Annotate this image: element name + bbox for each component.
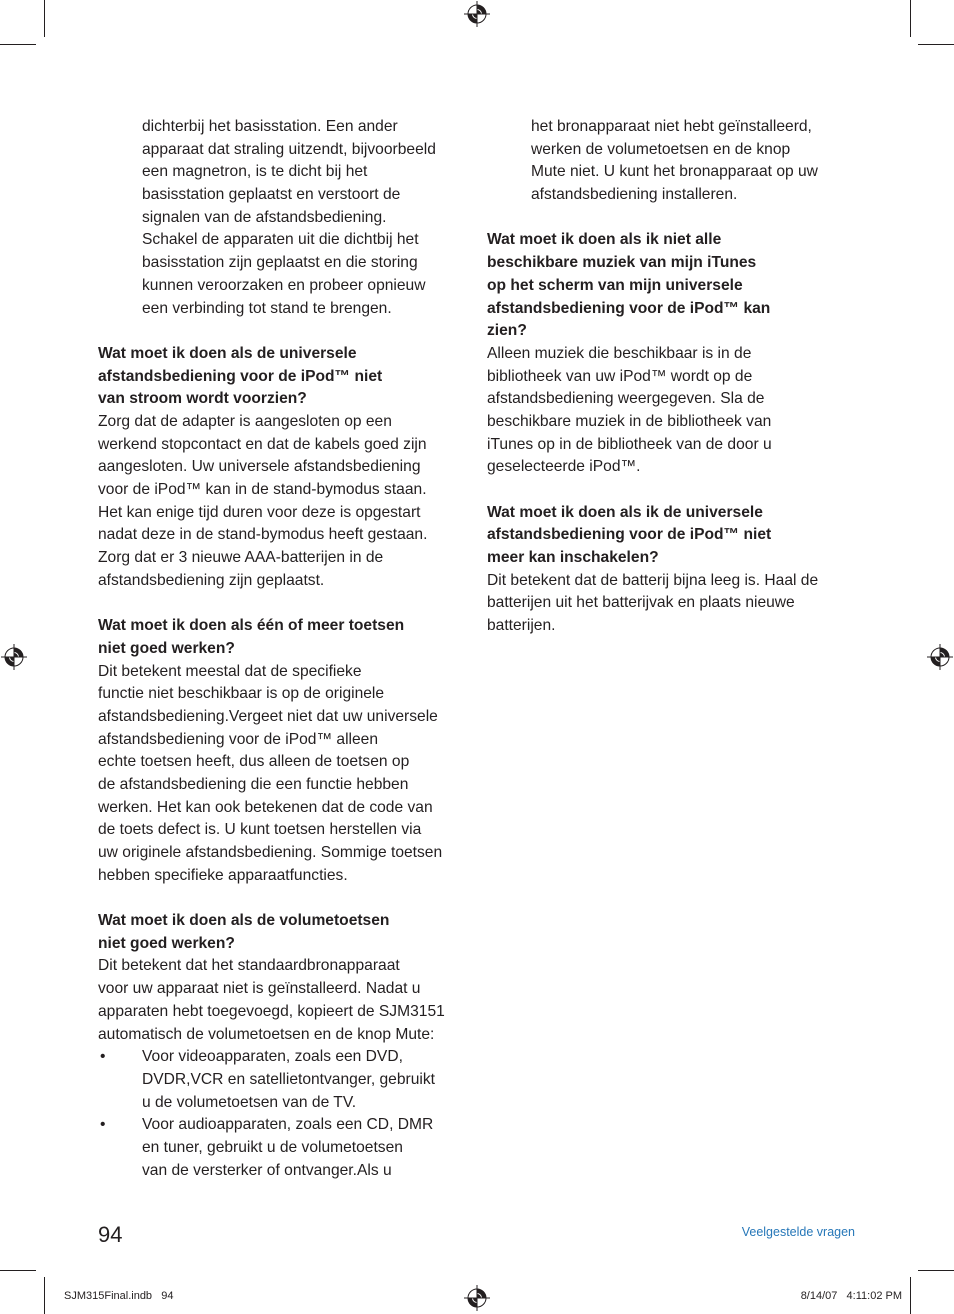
paragraph [98, 661, 468, 888]
text-line-content: afstandsbediening installeren. [531, 186, 738, 204]
slug-date: 8/14/07 4:11:02 PM [800, 1290, 902, 1302]
text-line-content: afstandsbediening voor de iPod™ niet [487, 526, 772, 544]
bullet-marker: • [100, 1116, 106, 1134]
text-line-content: apparaten hebt toegevoegd, kopieert de SJM3151 [98, 1002, 445, 1020]
text-line [98, 343, 468, 366]
text-line-content: iTunes op in de bibliotheek van de door u [487, 435, 772, 453]
text-line [98, 547, 468, 570]
text-line-content: Mute niet. U kunt het bronapparaat op uw [531, 163, 818, 181]
text-line [487, 434, 855, 457]
text-line-content: niet goed werken? [98, 934, 235, 952]
text-line-content: Zorg dat de adapter is aangesloten op een [98, 412, 392, 430]
text-line [487, 116, 855, 139]
text-line-content: kunnen veroorzaken en probeer opnieuw [142, 276, 426, 294]
text-line [487, 570, 855, 593]
text-line [98, 139, 468, 162]
paragraph [98, 411, 468, 593]
bullet-item [98, 1114, 468, 1182]
registration-target-icon [926, 643, 954, 671]
text-line [487, 343, 855, 366]
text-line-content: dichterbij het basisstation. Een ander [142, 118, 398, 135]
text-line-content: functie niet beschikbaar is op de originele [98, 685, 385, 703]
bullet-marker: • [100, 1048, 106, 1066]
bullet-item [98, 1046, 468, 1114]
text-line [487, 592, 855, 615]
text-line [98, 434, 468, 457]
text-line [98, 229, 468, 252]
registration-target-icon [463, 0, 491, 28]
text-line-content: Dit betekent dat de batterij bijna leeg is. Haal de [487, 571, 819, 589]
text-line [98, 683, 468, 706]
text-line [487, 184, 855, 207]
right-column [487, 116, 855, 638]
text-line-content: afstandsbediening zijn geplaatst. [98, 571, 325, 589]
text-line [487, 524, 855, 547]
question-heading [487, 502, 855, 570]
text-line-content: afstandsbediening voor de iPod™ alleen [98, 730, 379, 748]
text-line-content: meer kan inschakelen? [487, 549, 659, 567]
text-line [98, 1092, 468, 1115]
paragraph [487, 570, 855, 638]
text-line [98, 865, 468, 888]
question-heading [98, 615, 468, 660]
text-line-content: een verbinding tot stand te brengen. [142, 299, 392, 317]
text-line [98, 955, 468, 978]
text-line-content: bibliotheek van uw iPod™ wordt op de [487, 367, 753, 385]
text-line [98, 252, 468, 275]
text-line-content: de afstandsbediening die een functie hebben [98, 775, 409, 793]
crop-mark-top-left-horizontal [0, 44, 36, 45]
text-line [98, 456, 468, 479]
text-line [487, 275, 855, 298]
text-line [487, 547, 855, 570]
text-line [98, 615, 468, 638]
text-line [98, 184, 468, 207]
text-line-content: signalen van de afstandsbediening. [142, 208, 387, 226]
text-line [98, 751, 468, 774]
text-line-content: het bronapparaat niet hebt geïnstalleerd, [531, 118, 812, 135]
text-line [487, 320, 855, 343]
text-line [98, 570, 468, 593]
text-line [98, 479, 468, 502]
text-line [98, 978, 468, 1001]
text-line-content: werken. Het kan ook betekenen dat de code van [98, 798, 433, 816]
text-line [98, 706, 468, 729]
text-line-content: op het scherm van mijn universele [487, 276, 743, 294]
text-line-content: van de versterker of ontvanger.Als u [142, 1161, 392, 1179]
text-line-content: Schakel de apparaten uit die dichtbij het [142, 231, 419, 249]
crop-mark-bottom-right-vertical [910, 1277, 911, 1314]
registration-target-icon [463, 1284, 491, 1312]
text-line [98, 524, 468, 547]
paragraph [98, 116, 468, 320]
page-number: 94 [98, 1222, 123, 1247]
text-line [487, 411, 855, 434]
question-heading [98, 910, 468, 955]
text-line-content: afstandsbediening voor de iPod™ niet [98, 367, 383, 385]
text-line [98, 638, 468, 661]
text-line-content: geselecteerde iPod™. [487, 458, 641, 476]
text-line [487, 161, 855, 184]
text-line-content: Dit betekent dat het standaardbronapparaat [98, 957, 400, 975]
text-line-content: batterijen. [487, 617, 556, 635]
text-line-content: zien? [487, 322, 527, 340]
text-line [98, 116, 468, 139]
text-line-content: afstandsbediening.Vergeet niet dat uw universele [98, 707, 438, 725]
text-line [98, 298, 468, 321]
text-line [98, 161, 468, 184]
registration-target-icon [0, 643, 28, 671]
text-line-content: Het kan enige tijd duren voor deze is opgestart [98, 503, 421, 521]
text-line-content: Voor videoapparaten, zoals een DVD, [142, 1048, 403, 1066]
text-line [98, 1137, 468, 1160]
text-line [487, 615, 855, 638]
text-line-content: uw originele afstandsbediening. Sommige toetsen [98, 844, 443, 861]
bullet-list [98, 1046, 468, 1182]
text-line-content: voor de iPod™ kan in de stand-bymodus staan. [98, 481, 427, 498]
text-line-content: basisstation geplaatst en verstoort de [142, 186, 401, 204]
text-line [98, 729, 468, 752]
text-line [98, 1046, 468, 1069]
text-line-content: de toets defect is. U kunt toetsen herstellen via [98, 821, 422, 839]
text-line-content: Wat moet ik doen als ik de universele [487, 503, 763, 521]
text-line [98, 933, 468, 956]
text-line-content: werkend stopcontact en dat de kabels goed zijn [98, 435, 427, 453]
text-line [487, 252, 855, 275]
text-line [98, 366, 468, 389]
crop-mark-bottom-left-horizontal [0, 1270, 36, 1271]
text-line [487, 388, 855, 411]
text-line-content: een magnetron, is te dicht bij het [142, 163, 368, 181]
text-line [98, 275, 468, 298]
crop-mark-top-left-vertical [44, 0, 45, 37]
text-line [98, 207, 468, 230]
text-line-content: beschikbare muziek in de bibliotheek van [487, 412, 772, 430]
text-line-content: Zorg dat er 3 nieuwe AAA-batterijen in de [98, 549, 384, 567]
paragraph [487, 343, 855, 479]
text-line-content: Voor audioapparaten, zoals een CD, DMR [142, 1116, 434, 1134]
text-line [98, 388, 468, 411]
text-line-content: hebben specifieke apparaatfuncties. [98, 866, 348, 884]
crop-mark-bottom-right-horizontal [918, 1270, 954, 1271]
left-column [98, 116, 468, 1182]
slug-file-name: SJM315Final.indb 94 [64, 1290, 174, 1302]
text-line [98, 842, 468, 865]
paragraph [487, 116, 855, 207]
text-line-content: Wat moet ik doen als één of meer toetsen [98, 617, 405, 635]
text-line-content: beschikbare muziek van mijn iTunes [487, 254, 757, 272]
text-line [487, 298, 855, 321]
text-line-content: basisstation zijn geplaatst en die storing [142, 254, 418, 272]
text-line-content: u de volumetoetsen van de TV. [142, 1093, 357, 1111]
crop-mark-bottom-left-vertical [44, 1277, 45, 1314]
crop-mark-top-right-horizontal [918, 44, 954, 45]
text-line-content: aangesloten. Uw universele afstandsbediening [98, 458, 421, 476]
text-line-content: van stroom wordt voorzien? [98, 390, 307, 408]
text-line-content: automatisch de volumetoetsen en de knop Mute: [98, 1025, 435, 1043]
text-line-content: en tuner, gebruikt u de volumetoetsen [142, 1138, 403, 1156]
text-line [487, 366, 855, 389]
question-heading [487, 229, 855, 342]
text-line-content: Dit betekent meestal dat de specifieke [98, 662, 362, 680]
text-line-content: echte toetsen heeft, dus alleen de toetsen op [98, 753, 410, 771]
text-line-content: Wat moet ik doen als de volumetoetsen [98, 912, 390, 930]
text-line-content: niet goed werken? [98, 639, 235, 657]
text-line [98, 1024, 468, 1047]
text-line [98, 774, 468, 797]
text-line-content: Wat moet ik doen als ik niet alle [487, 231, 722, 249]
crop-mark-top-right-vertical [910, 0, 911, 37]
text-line [98, 502, 468, 525]
text-line-content: Alleen muziek die beschikbaar is in de [487, 344, 752, 362]
text-line [487, 502, 855, 525]
text-line-content: DVDR,VCR en satellietontvanger, gebruikt [142, 1070, 435, 1088]
text-line [98, 910, 468, 933]
section-label: Veelgestelde vragen [741, 1225, 855, 1239]
text-line-content: afstandsbediening voor de iPod™ kan [487, 299, 771, 317]
text-line-content: batterijen uit het batterijvak en plaats nieuwe [487, 594, 795, 612]
text-line [98, 1160, 468, 1183]
text-line [487, 139, 855, 162]
text-line-content: apparaat dat straling uitzendt, bijvoorbeeld [142, 140, 436, 158]
text-line [98, 819, 468, 842]
text-line-content: voor uw apparaat niet is geïnstalleerd. Nadat u [98, 980, 421, 998]
text-line [98, 797, 468, 820]
text-line-content: Wat moet ik doen als de universele [98, 344, 357, 362]
text-line [98, 1069, 468, 1092]
text-line-content: nadat deze in de stand-bymodus heeft gestaan. [98, 526, 428, 544]
text-line [487, 229, 855, 252]
text-line-content: werken de volumetoetsen en de knop [531, 140, 791, 158]
text-line [98, 1114, 468, 1137]
text-line-content: afstandsbediening weergegeven. Sla de [487, 390, 765, 408]
text-line [98, 1001, 468, 1024]
text-line [487, 456, 855, 479]
question-heading [98, 343, 468, 411]
text-line [98, 661, 468, 684]
paragraph [98, 955, 468, 1046]
text-line [98, 411, 468, 434]
